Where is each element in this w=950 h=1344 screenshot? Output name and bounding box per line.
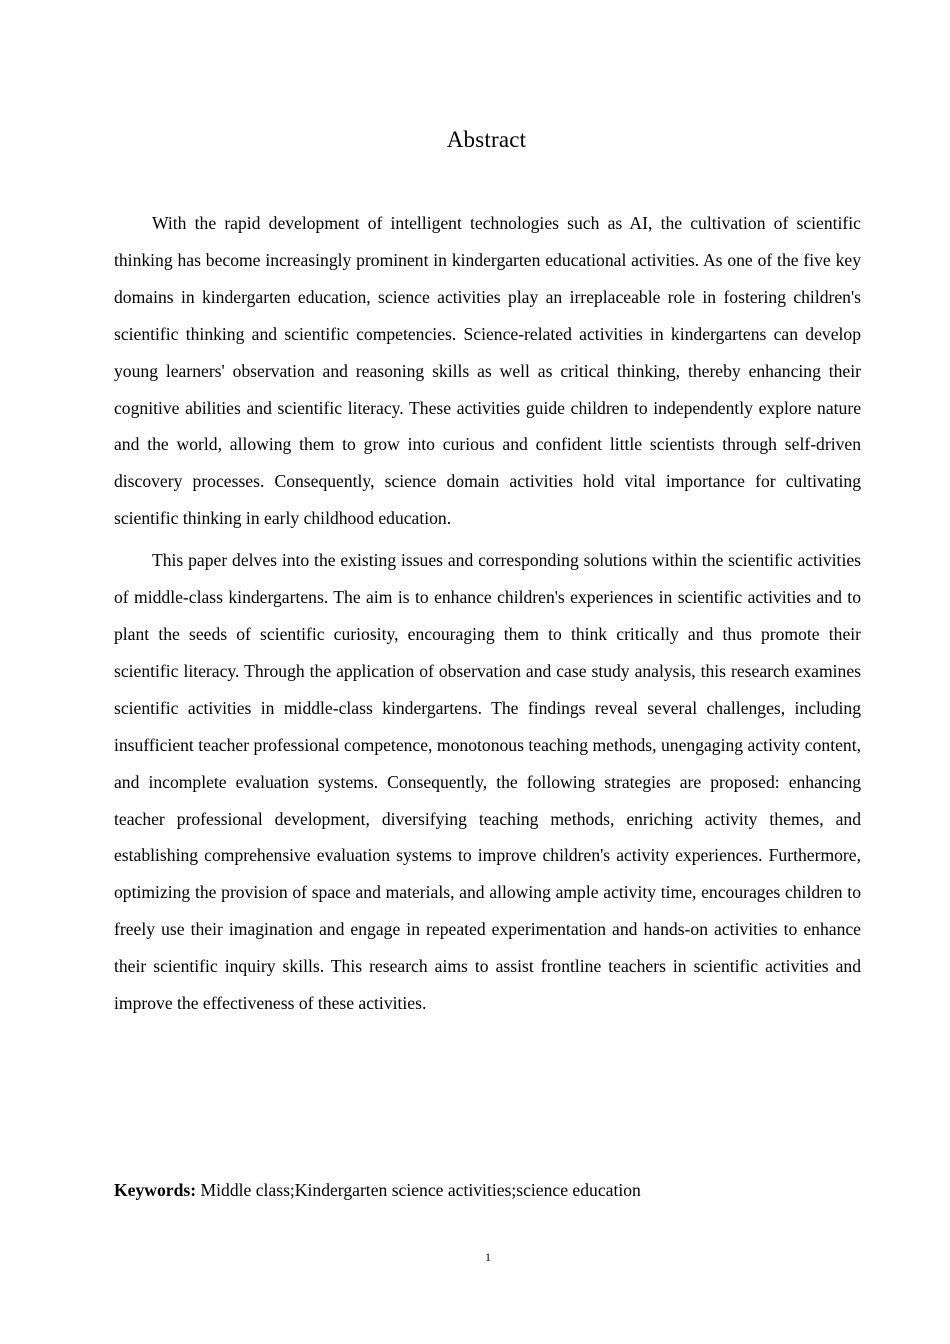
keywords-line — [114, 1178, 641, 1202]
page-title: Abstract — [446, 127, 527, 152]
keywords-text: Middle class;Kindergarten science activities;science education — [200, 1180, 641, 1200]
abstract-body — [114, 205, 861, 1022]
keywords-label: Keywords: — [114, 1180, 197, 1200]
abstract-paragraph-1: With the rapid development of intelligent technologies such as AI, the cultivation of scientific thinking has become increasingly prominent in kindergarten educational activities. As one of the five key domains in kindergarten education, science activities play an irreplaceable role in fostering children's scientific thinking and scientific competencies. Science-related activities in kindergartens can develop young learners' observation and reasoning skills as well as critical thinking, thereby enhancing their cognitive abilities and scientific literacy. These activities guide children to independently explore nature and the world, allowing them to grow into curious and confident little scientists through self-driven discovery processes. Consequently, science domain activities hold vital importance for cultivating scientific thinking in early childhood education. — [114, 213, 861, 529]
page-number: 1 — [485, 1250, 491, 1264]
abstract-paragraph-2: This paper delves into the existing issues and corresponding solutions within the scientific activities of middle-class kindergartens. The aim is to enhance children's experiences in scientific activities and to plant the seeds of scientific curiosity, encouraging them to think critically and thus promote their scientific literacy. Through the application of observation and case study analysis, this research examines scientific activities in middle-class kindergartens. The findings reveal several challenges, including insufficient teacher professional competence, monotonous teaching methods, unengaging activity content, and incomplete evaluation systems. Consequently, the following strategies are proposed: enhancing teacher professional development, diversifying teaching methods, enriching activity themes, and establishing comprehensive evaluation systems to improve children's activity experiences. Furthermore, optimizing the provision of space and materials, and allowing ample activity time, encourages children to freely use their imagination and engage in repeated experimentation and hands-on activities to enhance their scientific inquiry skills. This research aims to assist frontline teachers in scientific activities and improve the effectiveness of these activities. — [114, 550, 861, 1014]
